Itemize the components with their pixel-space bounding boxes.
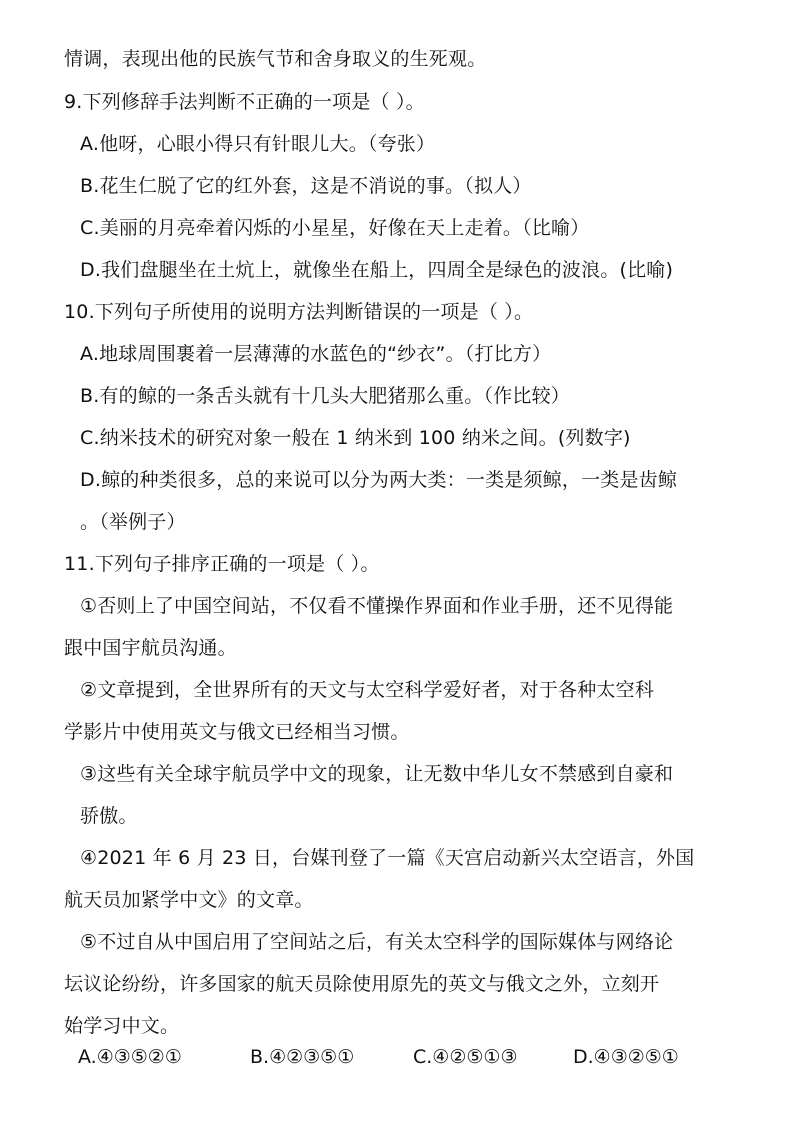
question-11-options [78,1043,679,1071]
question-9-stem: 9.下列修辞手法判断不正确的一项是（ ）。 [64,91,425,113]
question-11-option-b: B.④②③⑤① [250,1046,355,1068]
question-10-option-c: C.纳米技术的研究对象一般在 1 纳米到 100 纳米之间。(列数字) [80,427,631,449]
question-10-option-d-continued: 。（举例子） [80,511,186,533]
sentence-3-continued: 骄傲。 [80,805,138,827]
question-10-option-a: A.地球周围裹着一层薄薄的水蓝色的“纱衣”。（打比方） [80,343,552,365]
sentence-5-continued: 坛议论纷纷，许多国家的航天员除使用原先的英文与俄文之外，立刻开 [64,973,660,995]
sentence-1-continued: 跟中国宇航员沟通。 [64,637,237,659]
sentence-4: ④2021 年 6 月 23 日，台媒刊登了一篇《天宫启动新兴太空语言，外国 [80,847,695,869]
question-9-option-d: D.我们盘腿坐在土炕上，就像坐在船上，四周全是绿色的波浪。(比喻) [80,259,674,281]
sentence-3: ③这些有关全球宇航员学中文的现象，让无数中华儿女不禁感到自豪和 [80,763,674,785]
question-11-option-a: A.④③⑤②① [78,1046,182,1068]
question-10-option-d: D.鲸的种类很多，总的来说可以分为两大类：一类是须鲸，一类是齿鲸 [80,469,678,491]
sentence-2: ②文章提到，全世界所有的天文与太空科学爱好者，对于各种太空科 [80,679,655,701]
question-11-stem: 11.下列句子排序正确的一项是（ ）。 [64,553,380,575]
question-10-option-b: B.有的鲸的一条舌头就有十几头大肥猪那么重。（作比较） [80,385,570,407]
question-9-option-b: B.花生仁脱了它的红外套，这是不消说的事。（拟人） [80,175,532,197]
sentence-2-continued: 学影片中使用英文与俄文已经相当习惯。 [64,721,410,743]
question-10-stem: 10.下列句子所使用的说明方法判断错误的一项是（ ）。 [64,301,534,323]
question-11-option-c: C.④②⑤①③ [413,1046,518,1068]
sentence-1: ①否则上了中国空间站，不仅看不懂操作界面和作业手册，还不见得能 [80,595,674,617]
sentence-4-continued: 航天员加紧学中文》的文章。 [64,889,314,911]
question-9-option-a: A.他呀，心眼小得只有针眼儿大。（夸张） [80,133,436,155]
question-11-option-d: D.④③②⑤① [573,1046,679,1068]
sentence-5-end: 始学习中文。 [64,1015,180,1037]
text-line: 情调，表现出他的民族气节和舍身取义的生死观。 [64,48,487,70]
sentence-5: ⑤不过自从中国启用了空间站之后，有关太空科学的国际媒体与网络论 [80,931,674,953]
question-9-option-c: C.美丽的月亮牵着闪烁的小星星，好像在天上走着。（比喻） [80,217,590,239]
